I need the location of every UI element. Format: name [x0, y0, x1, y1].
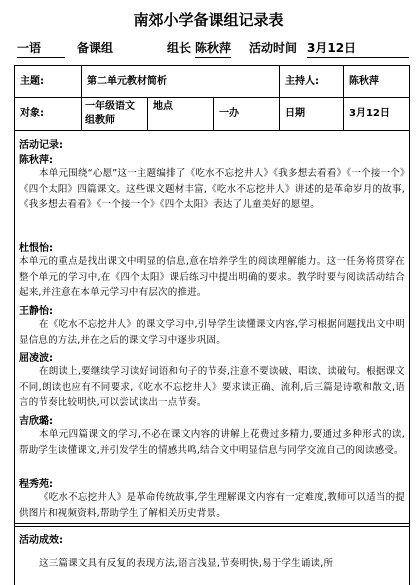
host-value: 陈秋萍	[349, 75, 379, 87]
speaker-name: 王静怡:	[19, 306, 53, 317]
topic-value: 第二单元教材简析	[87, 75, 167, 87]
record-table	[14, 65, 410, 585]
speaker-remark: 本单元四篇课文的学习,不必在课文内容的讲解上花费过多精力,要通过多种形式的读,帮助学生读懂课文,并引发学生的情感共鸣,结合文中明显信息与同学交流自己的阅读感受。	[19, 429, 405, 456]
speaker-remark: 在《吃水不忘挖井人》的课文学习中,引导学生读懂课文内容,学习根据问题找出文中明显信息的方法,并在之后的课文学习中逐步巩固。	[19, 319, 405, 346]
meta-line	[17, 39, 409, 59]
place-value: 一办	[219, 107, 239, 119]
speaker-name: 吉欣璐:	[19, 416, 53, 427]
date-label: 日期	[285, 107, 305, 119]
result-label: 活动成效:	[19, 535, 63, 546]
subject-value: 一语	[17, 39, 65, 58]
target-value: 一年级语文组教师	[85, 100, 135, 126]
record-label: 活动记录:	[19, 140, 63, 151]
speaker-remark: 本单元围绕“心愿”这一主题编排了《吃水不忘挖井人》《我多想去看看》《一个接一个》《四个太阳》四篇课文。这些课文题材丰富,《吃水不忘挖井人》讲述的是革命岁月的故事,《我多想去看看》《一个接一个》《四个太阳》表达了儿童美好的愿望。	[19, 168, 405, 211]
topic-label: 主题:	[20, 75, 44, 87]
leader-name: 陈秋萍	[195, 39, 231, 58]
speaker-name: 屈凌波:	[19, 353, 53, 364]
speaker-name: 陈秋萍:	[19, 155, 53, 166]
speaker-name: 程秀苑:	[19, 479, 53, 490]
date-value: 3月12日	[349, 107, 390, 119]
host-label: 主持人:	[285, 75, 319, 87]
speaker-remark: 本单元的重点是找出课文中明显的信息,意在培养学生的阅读理解能力。这一任务将贯穿在整个单元的学习中,在《四个太阳》课后练习中提出明确的要求。教学时要与阅读活动结合起来,并注意在本单元学习中有层次的推进。	[19, 256, 405, 299]
page-title: 南郊小学备课组记录表	[133, 11, 284, 29]
result-text: 这三篇课文具有反复的表现方法,语言浅显,节奏明快,易于学生诵读,所	[39, 558, 334, 569]
time-label: 活动时间	[249, 41, 298, 55]
speaker-remark: 《吃水不忘挖井人》是革命传统故事,学生理解课文内容有一定难度,教师可以适当的提供图片和视频资料,帮助学生了解相关历史背景。	[19, 492, 405, 519]
speaker-name: 杜恨怡:	[19, 243, 53, 254]
target-label: 对象:	[20, 107, 44, 119]
leader-label: 组长	[167, 41, 192, 55]
place-label: 地点	[153, 101, 173, 112]
speaker-remark: 在朗读上,要继续学习读好词语和句子的节奏,注意不要读破、唱读、读破句。根据课文不同,朗读也应有不同要求,《吃水不忘挖井人》要求读正确、流利,后三篇是诗歌和散文,语言的节奏比较明快,可以尝试读出一点节奏。	[19, 366, 405, 409]
group-label: 备课组	[77, 41, 114, 55]
time-value: 3月12日	[307, 39, 409, 58]
